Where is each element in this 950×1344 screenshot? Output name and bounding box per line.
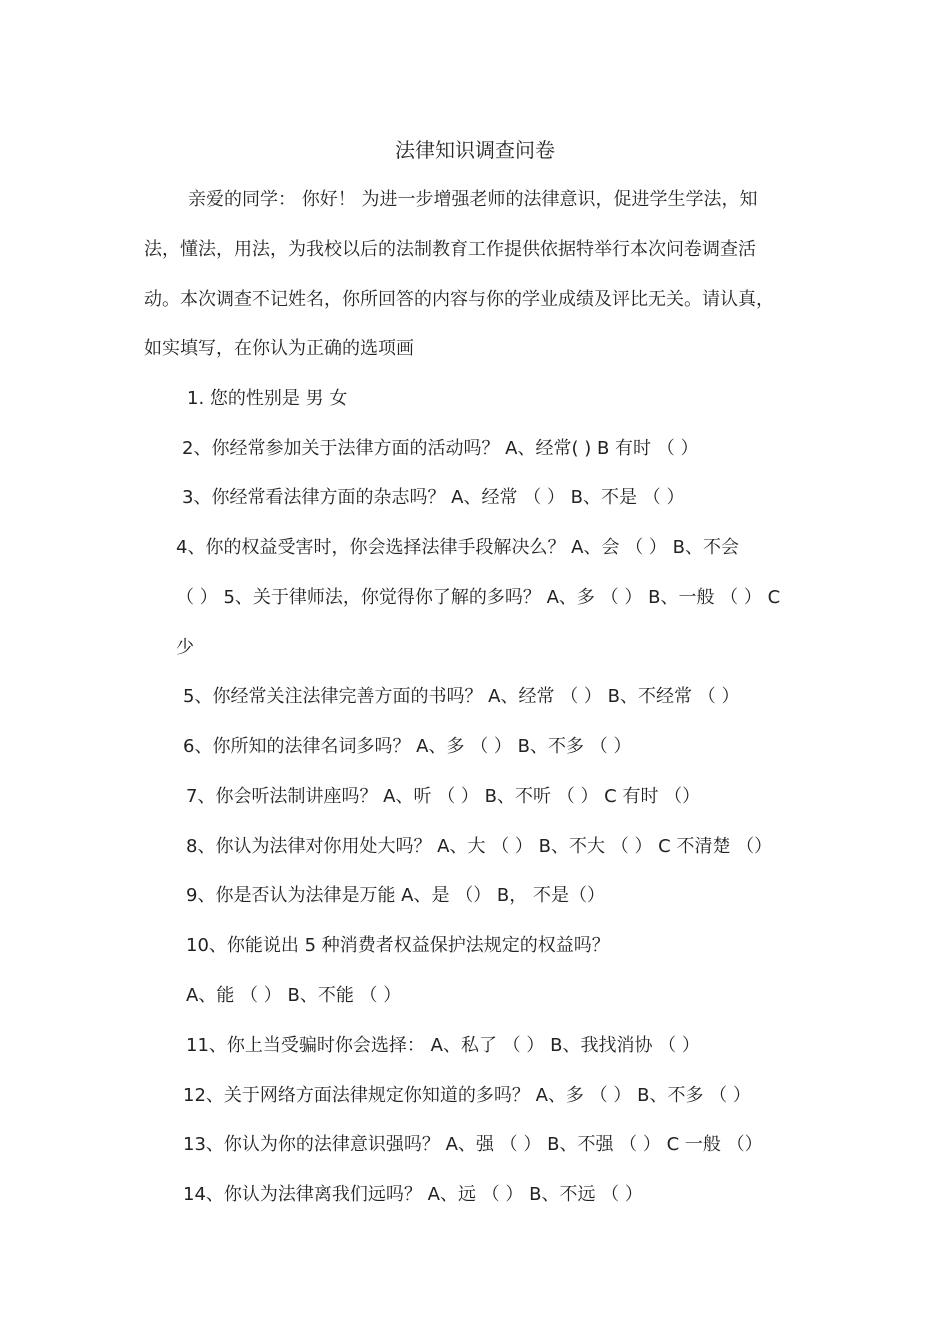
question-1: 1. 您的性别是 男 女 xyxy=(187,388,348,409)
question-11: 11、你上当受骗时你会选择： A、私了 （ ） B、我找消协 （ ） xyxy=(186,1035,700,1056)
question-10: 10、你能说出 5 种消费者权益保护法规定的权益吗？ xyxy=(186,935,610,956)
question-2: 2、你经常参加关于法律方面的活动吗？ A、经常( ) B 有时 （ ） xyxy=(182,438,699,459)
intro-line-3: 动。本次调查不记姓名，你所回答的内容与你的学业成绩及评比无关。请认真， xyxy=(144,289,774,310)
question-5: 5、你经常关注法律完善方面的书吗？ A、经常 （ ） B、不经常 （ ） xyxy=(183,686,740,707)
question-6: 6、你所知的法律名词多吗？ A、多 （ ） B、不多 （ ） xyxy=(183,736,632,757)
question-8: 8、你认为法律对你用处大吗？ A、大 （ ） B、不大 （ ） C 不清楚 （） xyxy=(186,836,773,857)
intro-line-1: 亲爱的同学： 你好！ 为进一步增强老师的法律意识，促进学生学法，知 xyxy=(188,189,758,210)
question-12: 12、关于网络方面法律规定你知道的多吗？ A、多 （ ） B、不多 （ ） xyxy=(183,1085,751,1106)
intro-line-4: 如实填写，在你认为正确的选项画 xyxy=(144,338,414,359)
question-4-continued: （ ） 5、关于律师法，你觉得你了解的多吗？ A、多 （ ） B、一般 （ ） C xyxy=(176,587,781,608)
question-7: 7、你会听法制讲座吗？ A、听 （ ） B、不听 （ ） C 有时 （） xyxy=(186,786,701,807)
question-4: 4、你的权益受害时，你会选择法律手段解决么？ A、会 （ ） B、不会 xyxy=(176,537,739,558)
question-3: 3、你经常看法律方面的杂志吗？ A、经常 （ ） B、不是 （ ） xyxy=(182,487,685,508)
intro-line-2: 法，懂法，用法，为我校以后的法制教育工作提供依据特举行本次问卷调查活 xyxy=(144,239,756,260)
question-4-continued-2: 少 xyxy=(176,637,194,658)
document-title: 法律知识调查问卷 xyxy=(395,138,555,162)
question-10-options: A、能 （ ） B、不能 （ ） xyxy=(186,985,402,1006)
question-14: 14、你认为法律离我们远吗？ A、远 （ ） B、不远 （ ） xyxy=(183,1184,643,1205)
question-13: 13、你认为你的法律意识强吗？ A、强 （ ） B、不强 （ ） C 一般 （） xyxy=(183,1134,763,1155)
question-9: 9、你是否认为法律是万能 A、是 （） B， 不是（） xyxy=(186,885,605,906)
